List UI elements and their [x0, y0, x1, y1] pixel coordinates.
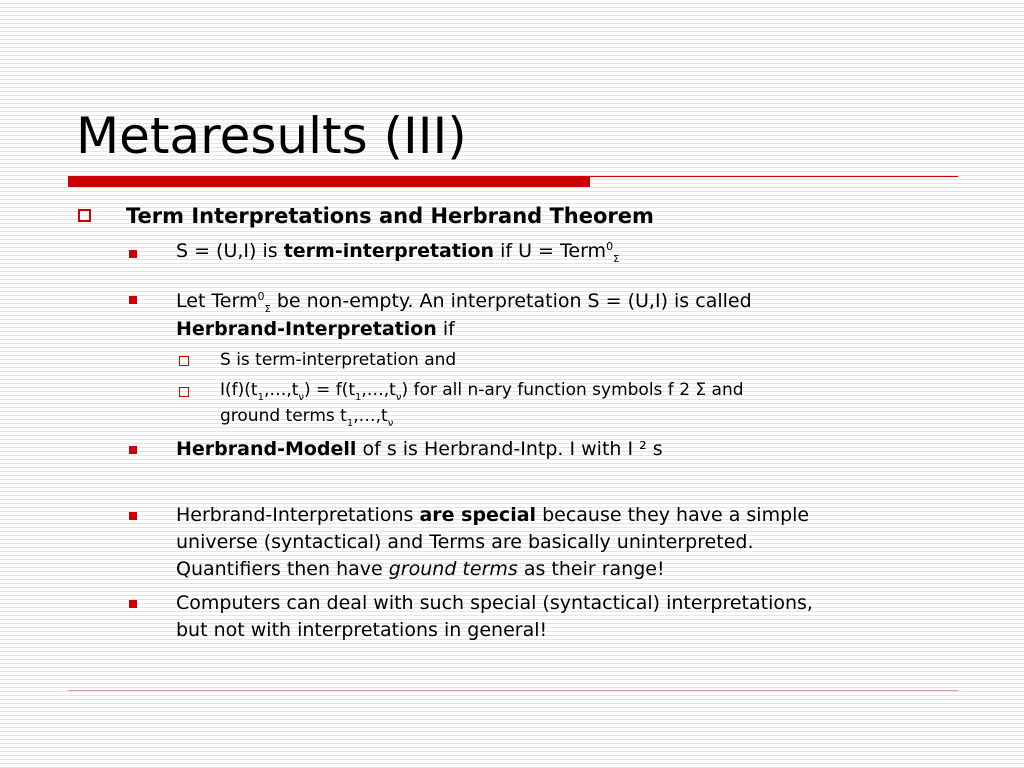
title-rule-thick — [68, 176, 590, 187]
bold-term: term-interpretation — [283, 240, 495, 262]
square-bullet-icon — [129, 446, 137, 454]
bold-term: Herbrand-Interpretation — [176, 318, 437, 340]
hollow-square-bullet-icon — [78, 209, 91, 222]
bullet-text: if U = Term — [494, 240, 607, 262]
subscript: ν — [387, 418, 394, 429]
square-bullet-icon — [129, 512, 137, 520]
subscript: ν — [395, 392, 402, 403]
subscript: 1 — [346, 418, 354, 429]
bullet-text: of s is Herbrand-Intp. I with I ² s — [356, 438, 663, 460]
bullet-text: because they have a simple — [536, 504, 810, 526]
section-heading: Term Interpretations and Herbrand Theorem — [126, 204, 654, 228]
bullet-text: ,…,t — [353, 406, 388, 426]
subscript: Σ — [613, 254, 620, 265]
bullet-herbrand-interpretation-line2 — [176, 318, 455, 340]
subscript: 1 — [257, 392, 264, 403]
bullet-special-line3 — [176, 558, 665, 580]
bullet-text: Herbrand-Interpretations — [176, 504, 420, 526]
bullet-text: Quantifiers then have — [176, 558, 389, 580]
slide-title: Metaresults (III) — [76, 107, 467, 165]
sub-bullet-function-symbols-line1 — [220, 380, 744, 403]
bold-term: are special — [419, 504, 537, 526]
sub-bullet-term-interpretation: S is term-interpretation and — [220, 350, 457, 370]
bullet-text: as their range! — [517, 558, 665, 580]
bullet-herbrand-interpretation-line1 — [176, 290, 752, 315]
bullet-computers-line2: but not with interpretations in general! — [176, 619, 548, 641]
bullet-text: I(f)(t — [220, 380, 258, 400]
bullet-text: ,…,t — [263, 380, 299, 400]
bullet-text: ) for all n-ary function symbols f 2 Σ and — [401, 380, 744, 400]
superscript: 0 — [606, 240, 614, 253]
bullet-text: ,…,t — [361, 380, 396, 400]
bullet-term-interpretation — [176, 240, 620, 265]
title-rule-thin — [590, 176, 958, 177]
bullet-herbrand-modell — [176, 438, 663, 460]
bullet-special-line2: universe (syntactical) and Terms are basically uninterpreted. — [176, 531, 754, 553]
footer-rule — [68, 690, 958, 691]
subscript: Σ — [264, 304, 271, 315]
bullet-text: ) = f(t — [304, 380, 355, 400]
bullet-text: if — [436, 318, 455, 340]
bullet-computers-line1: Computers can deal with such special (syntactical) interpretations, — [176, 592, 813, 614]
bullet-text: be non-empty. An interpretation S = (U,I) is called — [270, 290, 752, 312]
bold-term: Herbrand-Modell — [176, 438, 357, 460]
bullet-text: S = (U,I) is — [176, 240, 284, 262]
subscript: ν — [298, 392, 305, 403]
square-bullet-icon — [129, 296, 137, 304]
hollow-square-bullet-icon — [179, 387, 189, 397]
subscript: 1 — [354, 392, 362, 403]
hollow-square-bullet-icon — [179, 356, 189, 366]
italic-term: ground terms — [388, 558, 518, 580]
bullet-special-line1 — [176, 504, 809, 526]
sub-bullet-function-symbols-line2 — [220, 406, 394, 429]
square-bullet-icon — [129, 600, 137, 608]
bullet-text: ground terms t — [220, 406, 347, 426]
bullet-text: Let Term — [176, 290, 258, 312]
superscript: 0 — [257, 290, 265, 303]
square-bullet-icon — [129, 250, 137, 258]
